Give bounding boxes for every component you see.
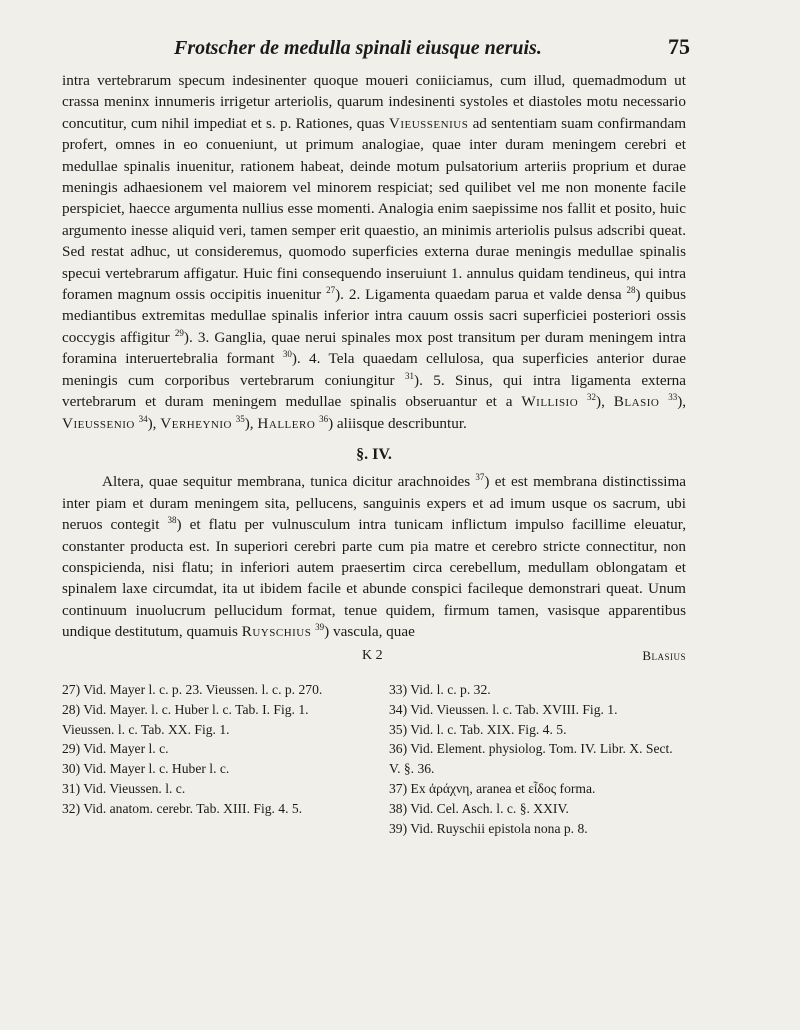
- footnotes-left-column: [62, 680, 359, 838]
- author-name: Willisio: [521, 393, 579, 411]
- text-run: . 4. Tela quaedam cellulosa, qua superficies anterior durae meningis cum corporibus vertebrarum coniungitur: [62, 350, 687, 389]
- author-name: Vieussenio: [62, 414, 135, 432]
- footnote: 29) Vid. Mayer l. c.: [62, 741, 169, 757]
- footnote-ref: 37: [475, 472, 485, 483]
- text-run: ad sententiam suam confirmandam profert, omnes in eo conueniunt, ut primum analogiae, quae inter duram meningem cerebri et medullae spinalis inuenitur, rationem habeat, deinde motum pulsatorium arteriis proprium et durae meningis adhaesionem vel maiorem vel minorem respiciat; sed quilibet vel me non monente facile perspiciet, haecce argumenta nullius esse momenti. Analogia enim saepissime nos fallit et posito, huic argumento inesse aliquid veri, tamen semper erit quaestio, an minimis arteriolis pulsus adscribi queat. Sed restat adhuc, ut consideremus, quomodo superficies externa durae meningis medullae spinalis specui vertebrarum affigatur. Huic fini consequendo inseruiunt 1. annulus quidam tendineus, qui intra foramen magnum ossis occipitis inuenitur: [62, 114, 687, 304]
- page-number: 75: [668, 34, 690, 59]
- text-run: Altera, quae sequitur membrana, tunica dicitur arachnoides: [102, 473, 471, 491]
- footnote: 35) Vid. l. c. Tab. XIX. Fig. 4. 5.: [389, 721, 567, 737]
- running-title: Frotscher de medulla spinali eiusque neruis.: [174, 37, 542, 59]
- footnote: 33) Vid. l. c. p. 32.: [389, 681, 491, 697]
- footnote-ref: 27: [326, 285, 336, 295]
- paragraph: intra vertebrarum specum indesinenter quoque moueri coniiciamus, cum illud, quemadmodum ut crassa meninx innumeris irrigetur arteriolis, quarum indesinenti systoles et diastoles motu necessario concutitur, cum nihil impediat et s. p. Rationes, quas Vieussenius ad sententiam suam confirmandam profert, omnes in eo conueniunt, ut primum analogiae, quae inter duram meningem cerebri et medullae spinalis inuenitur, rationem habeat, deinde motum pulsatorium arteriis proprium et durae meningis adhaesionem vel maiorem vel minorem respiciat; sed quilibet vel me non monente facile perspiciet, haecce argumenta nullius esse momenti. Analogia enim saepissime nos fallit et posito, huic argumento inesse aliquid veri, tamen semper erit quaestio, an minimis arteriolis pulsus adscribi queat. Sed restat adhuc, ut consideremus, quomodo superficies externa durae meningis medullae spinalis specui vertebrarum affigatur. Huic fini consequendo inseruiunt 1. annulus quidam tendineus, qui intra foramen magnum ossis occipitis inuenitur $^{27}$). 2. Ligamenta quaedam parua et valde densa $^{28}$) quibus mediantibus extremitas medullae spinalis inferior intra cauum ossis sacri superficiei posteriori ossis coccygis affigitur $^{29}$). 3. Ganglia, quae nerui spinales mox post transitum per duram meningem intra foramina interuertebralia formant $^{30}$). 4. Tela quaedam cellulosa, qua superficies anterior durae meningis cum corporibus vertebrarum coniungitur $^{31}$). 5. Sinus, qui intra ligamenta externa vertebrarum et duram meningem medullae spinalis obseruantur et a Willisio $^{32}$), Blasio $^{33}$), Vieussenio $^{34}$), Verheynio $^{35}$), Hallero $^{36}$) aliisque describuntur.: [62, 72, 687, 432]
- footnote-ref: 31: [405, 370, 415, 381]
- footnote-ref: 38: [167, 515, 177, 526]
- text-run: . 5. Sinus, qui intra ligamenta externa vertebrarum et duram meningem medullae spinalis obseruantur et a: [62, 371, 687, 411]
- footnote: 34) Vid. Vieussen. l. c. Tab. XVIII. Fig. 1.: [389, 701, 618, 717]
- footnote-ref: 36: [319, 413, 329, 424]
- footnote: 37) Ex ἀράχνη, aranea et εἶδος forma.: [389, 780, 596, 796]
- footnote-ref: 33: [668, 392, 678, 403]
- author-name: Verheynio: [160, 414, 232, 432]
- text-run: . 2. Ligamenta quaedam parua et valde densa: [340, 286, 622, 304]
- footnote: 31) Vid. Vieussen. l. c.: [62, 780, 186, 796]
- catchline: [62, 645, 686, 666]
- footnote-ref: 34: [138, 413, 148, 424]
- text-run: et flatu per vulnusculum intra tunicam inflictum impulso facillime eleuatur, constanter producta est. In superiori cerebri parte cum pia matre et cerebro stricte connectitur, non conspicienda, nisi flatu; in inferiori autem praesertim circa cerebellum, medullam oblongatam et spinalem laxe circumdat, ita ut ibidem facile et abunde conspici facileque demonstrari queat. Unum continuum inuolucrum pellucidum format, tenue quidem, firmum tamen, vasisque apparentibus undique destitutum, quamuis: [62, 516, 687, 641]
- text-run: . 3. Ganglia, quae nerui spinales mox post transitum per duram meningem intra foramina interuertebralia formant: [62, 328, 687, 368]
- text-run: et est membrana distinctissima inter piam et duram meningem sita, pellucens, sanguinis expers et ad imum usque os sacrum, ubi neruos contegit: [62, 473, 686, 534]
- footnotes: [62, 680, 686, 838]
- text-run: intra vertebrarum specum indesinenter quoque moueri coniiciamus, cum illud, quemadmodum ut crassa meninx innumeris irrigetur arteriolis, quarum indesinenti systoles et diastoles motu necessario concutitur, cum nihil impediat et s. p. Rationes, quas: [62, 72, 686, 132]
- footnote: 30) Vid. Mayer l. c. Huber l. c.: [62, 761, 230, 777]
- author-name: Vieussenius: [388, 114, 469, 132]
- catchword: Blasius: [642, 647, 686, 663]
- author-name: Hallero: [257, 414, 316, 432]
- paragraph: Altera, quae sequitur membrana, tunica dicitur arachnoides $^{37}$) et est membrana distinctissima inter piam et duram meningem sita, pellucens, sanguinis expers et ad imum usque os sacrum, ubi neruos contegit $^{38}$) et flatu per vulnusculum intra tunicam inflictum impulso facillime eleuatur, constanter producta est. In superiori cerebri parte cum pia matre et cerebro stricte connectitur, non conspicienda, nisi flatu; in inferiori autem praesertim circa cerebellum, medullam oblongatam et spinalem laxe circumdat, ita ut ibidem facile et abunde conspici facileque demonstrari queat. Unum continuum inuolucrum pellucidum format, tenue quidem, firmum tamen, vasisque apparentibus undique destitutum, quamuis Ruyschius $^{39}$) vascula, quae: [62, 472, 687, 641]
- text-run: aliisque describuntur.: [336, 414, 467, 432]
- text-run: vascula, quae: [333, 623, 415, 641]
- footnote: 39) Vid. Ruyschii epistola nona p. 8.: [389, 820, 588, 836]
- footnote-ref: 32: [587, 392, 597, 403]
- footnotes-right-column: [389, 680, 686, 838]
- footnote: 27) Vid. Mayer l. c. p. 23. Vieussen. l. c. p. 270.: [62, 681, 323, 697]
- footnote-ref: 39: [315, 622, 325, 633]
- section-heading: §. IV.: [356, 445, 392, 463]
- signature-mark: K 2: [362, 647, 383, 663]
- running-head: [174, 34, 690, 60]
- footnote-ref: 29: [174, 327, 184, 338]
- author-name: Blasio: [613, 393, 660, 411]
- text-run: quibus mediantibus extremitas medullae spinalis inferior intra cauum ossis sacri superficiei posteriori ossis coccygis affigitur: [62, 286, 686, 346]
- footnote-ref: 30: [282, 349, 292, 360]
- author-name: Ruyschius: [241, 623, 312, 641]
- footnote: 28) Vid. Mayer. l. c. Huber l. c. Tab. I. Fig. 1. Vieussen. l. c. Tab. XX. Fig. 1.: [62, 701, 309, 737]
- footnote-ref: 35: [235, 413, 245, 424]
- footnote: 36) Vid. Element. physiolog. Tom. IV. Libr. X. Sect. V. §. 36.: [389, 741, 673, 777]
- main-text: [62, 70, 686, 666]
- footnote-ref: 28: [626, 285, 636, 295]
- footnote: 38) Vid. Cel. Asch. l. c. §. XXIV.: [389, 800, 569, 816]
- footnote: 32) Vid. anatom. cerebr. Tab. XIII. Fig. 4. 5.: [62, 800, 303, 816]
